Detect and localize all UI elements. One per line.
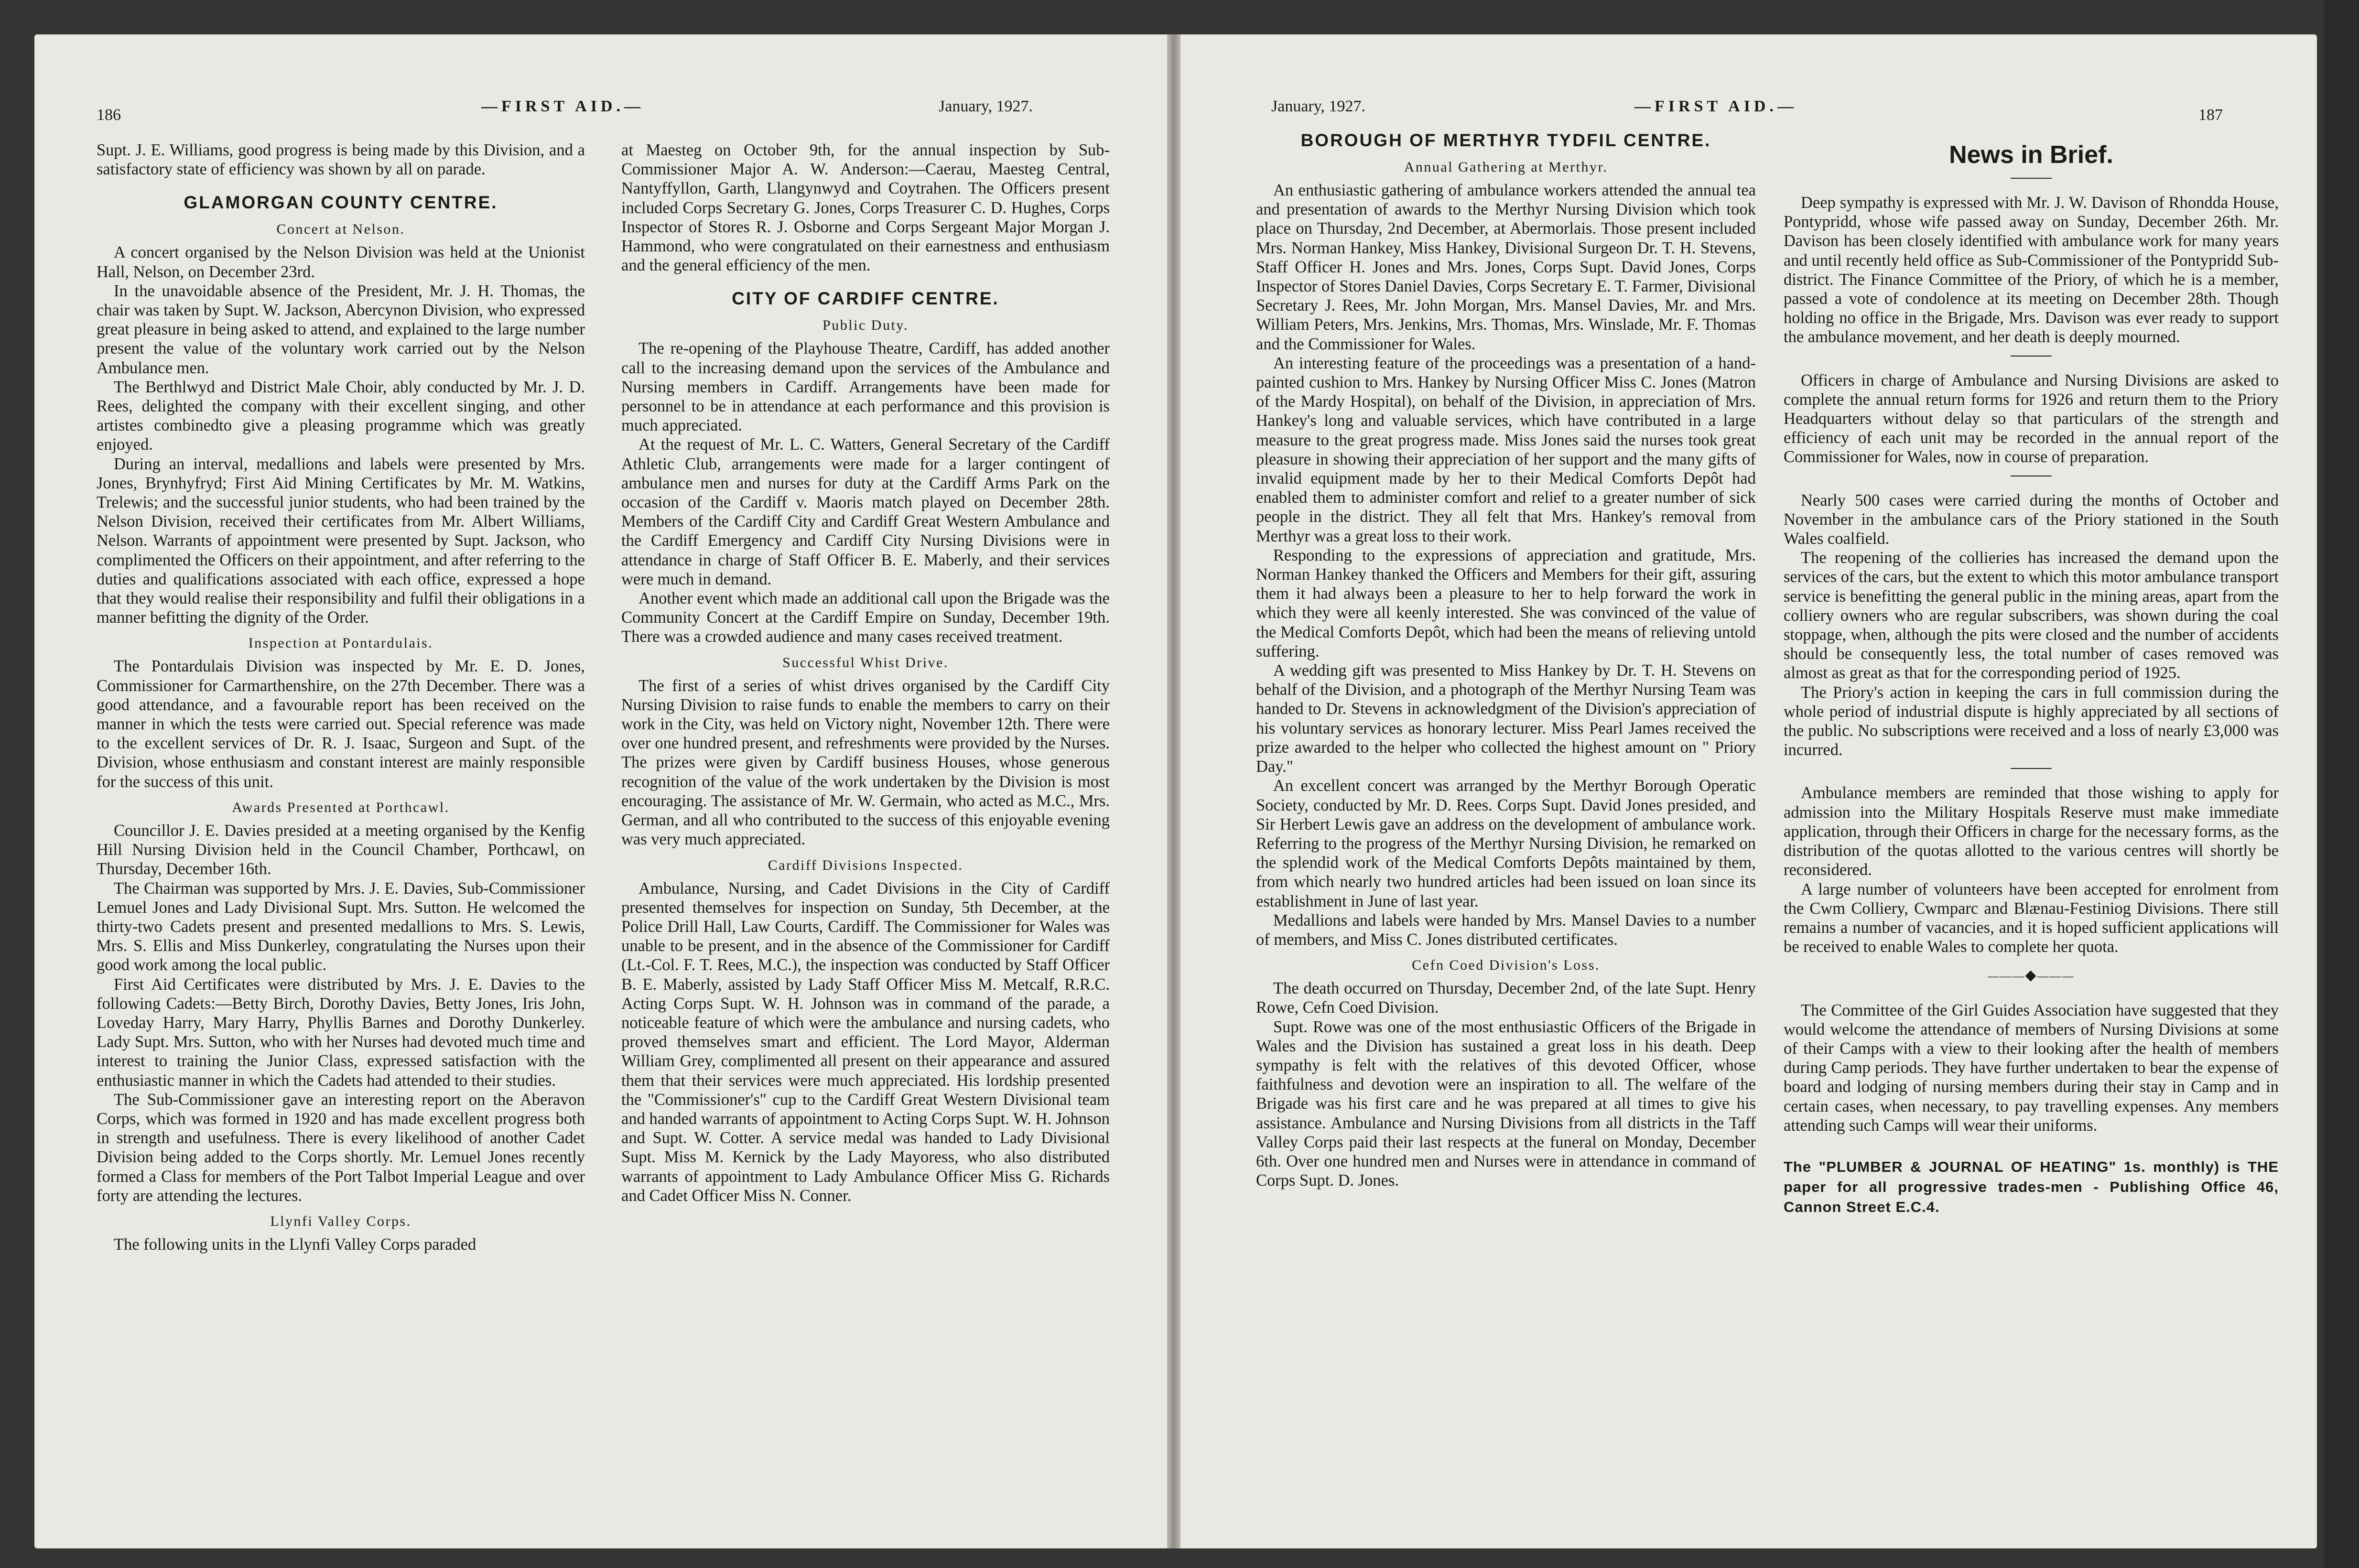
section-heading: GLAMORGAN COUNTY CENTRE. bbox=[184, 193, 498, 213]
subsection-heading: Concert at Nelson. bbox=[276, 221, 405, 238]
page-edge-strip bbox=[2324, 0, 2359, 1568]
subsection-heading: Inspection at Pontardulais. bbox=[248, 635, 433, 651]
divider bbox=[2011, 178, 2052, 179]
divider bbox=[2011, 768, 2052, 769]
paragraph: The first of a series of whist drives organised by the Cardiff City Nursing Division to raise funds to enable the members to carry on their work in the City, was held on Victory night, November 12th. There were over one hundred present, and refreshments were provided by the Nurses. The prizes were given by Cardiff business Houses, whose generous recognition of the value of the work undertaken by the Division is most encouraging. The assistance of Mr. W. Germain, who acted as M.C., Mrs. German, and all who contributed to the success of this enjoyable evening was very much appreciated. bbox=[621, 676, 1110, 849]
paragraph: An enthusiastic gathering of ambulance workers attended the annual tea and presentation of awards to the Merthyr Nursing Division which took place on Thursday, 2nd December, at Abermorlais. Those present included Mrs. Norman Hankey, Miss Hankey, Divisional Surgeon Dr. T. H. Stevens, Staff Officer H. Jones and Mrs. Jones, Corps Supt. David Jones, Corps Inspector of Stores Daniel Davies, Corps Secretary E. T. Farmer, Divisional Secretary J. Rees, Mr. John Morgan, Mrs. Mansel Davies, Mr. and Mrs. William Peters, Mrs. Jenkins, Mrs. Thomas, Mrs. Winslade, Mr. F. Thomas and the Commissioner for Wales. bbox=[1256, 181, 1756, 353]
left-issue-date: January, 1927. bbox=[939, 97, 1033, 115]
paragraph: A large number of volunteers have been accepted for enrolment from the Cwm Colliery, Cwmparc and Blænau-Festiniog Divisions. There still remains a number of vacancies, and it is hoped sufficient applications will be received to enable Wales to complete her quota. bbox=[1784, 880, 2279, 956]
subsection-heading: Llynfi Valley Corps. bbox=[270, 1213, 411, 1229]
right-column-2 bbox=[1784, 130, 2279, 1217]
right-page bbox=[1180, 34, 2317, 1548]
paragraph: The Pontardulais Division was inspected by Mr. E. D. Jones, Commissioner for Carmarthenshire, on the 27th December. There was a good attendance, and a favourable report has been received on the manner in which the tests were carried out. Special reference was made to the excellent services of Dr. R. J. Isaac, Surgeon and Supt. of the Division, whose enthusiasm and constant interest are mainly responsible for the success of this unit. bbox=[97, 657, 585, 791]
paragraph: Officers in charge of Ambulance and Nursing Divisions are asked to complete the annual return forms for 1926 and return them to the Priory Headquarters without delay so that particulars of the strength and efficiency of each unit may be recorded in the annual report of the Commissioner for Wales, now in course of preparation. bbox=[1784, 371, 2279, 466]
subsection-heading: Successful Whist Drive. bbox=[782, 654, 949, 670]
subsection-heading: Awards Presented at Porthcawl. bbox=[232, 799, 450, 815]
paragraph: Supt. Rowe was one of the most enthusiastic Officers of the Brigade in Wales and the Division has sustained a great loss in his death. Deep sympathy is felt with the relatives of this devoted Officer, whose faithfulness and devotion were an inspiration to all. The welfare of the Brigade was his first care and he was prepared at all times to give his assistance. Ambulance and Nursing Divisions from all districts in the Taff Valley Corps paid their last respects at the funeral on Monday, December 6th. Over one hundred men and Nurses were in attendance in command of Corps Supt. D. Jones. bbox=[1256, 1017, 1756, 1190]
paragraph: The following units in the Llynfi Valley Corps paraded bbox=[114, 1235, 476, 1254]
paragraph: Supt. J. E. Williams, good progress is being made by this Division, and a satisfactory state of efficiency was shown by all on parade. bbox=[97, 141, 585, 179]
paragraph: The re-opening of the Playhouse Theatre, Cardiff, has added another call to the increasing demand upon the services of the Ambulance and Nursing members in Cardiff. Arrangements have been made for personnel to be in attendance at each performance and this provision is much appreciated. bbox=[621, 339, 1110, 435]
right-page-number: 187 bbox=[2198, 106, 2223, 124]
left-column-2 bbox=[621, 141, 1110, 1205]
paragraph: The Berthlwyd and District Male Choir, ably conducted by Mr. J. D. Rees, delighted the company with their excellent singing, and other artistes combinedto give a pleasing programme which was greatly enjoyed. bbox=[97, 378, 585, 454]
paragraph: The Sub-Commissioner gave an interesting report on the Aberavon Corps, which was formed in 1920 and has made excellent progress both in strength and usefulness. There is every likelihood of another Cadet Division being added to the Corps shortly. Mr. Lemuel Jones recently formed a Class for members of the Port Talbot Imperial League and over forty are attending the lectures. bbox=[97, 1090, 585, 1205]
subsection-heading: Cefn Coed Division's Loss. bbox=[1412, 957, 1600, 973]
paragraph: Medallions and labels were handed by Mrs. Mansel Davies to a number of members, and Miss C. Jones distributed certificates. bbox=[1256, 911, 1756, 949]
paragraph: The death occurred on Thursday, December 2nd, of the late Supt. Henry Rowe, Cefn Coed Division. bbox=[1256, 979, 1756, 1017]
left-column-1 bbox=[97, 141, 585, 1254]
paragraph: Deep sympathy is expressed with Mr. J. W. Davison of Rhondda House, Pontypridd, whose wife passed away on Sunday, December 26th. Mr. Davison has been closely identified with ambulance work for many years and until recently held office as Sub-Commissioner of the Pontypridd Sub-district. The Finance Committee of the Priory, of which he is a member, passed a vote of condolence at its meeting on December 28th. Though holding no office in the Brigade, Mrs. Davison was ever ready to support the ambulance movement, and her death is deeply mourned. bbox=[1784, 194, 2279, 346]
right-column-1 bbox=[1256, 130, 1756, 1190]
news-in-brief-heading: News in Brief. bbox=[1949, 141, 2113, 169]
section-heading: CITY OF CARDIFF CENTRE. bbox=[732, 289, 999, 309]
paragraph: First Aid Certificates were distributed by Mrs. J. E. Davies to the following Cadets:—Betty Birch, Dorothy Davies, Betty Jones, Iris John, Loveday Harry, Mary Harry, Phyllis Barnes and Dorothy Dunkerley. Lady Supt. Mrs. Sutton, who with her Nurses had devoted much time and interest to training the Junior Class, expressed satisfaction with the enthusiastic manner in which the Cadets had attended to their studies. bbox=[97, 975, 585, 1090]
paragraph: Councillor J. E. Davies presided at a meeting organised by the Kenfig Hill Nursing Division held in the Council Chamber, Porthcawl, on Thursday, December 16th. bbox=[97, 821, 585, 878]
paragraph: A concert organised by the Nelson Division was held at the Unionist Hall, Nelson, on December 23rd. bbox=[97, 243, 585, 281]
advertisement: The "PLUMBER & JOURNAL OF HEATING" 1s. monthly) is THE paper for all progressive trades-men - Publishing Office 46, Cannon Street E.C.4. bbox=[1784, 1158, 2279, 1215]
paragraph: Nearly 500 cases were carried during the months of October and November in the ambulance cars of the Priory stationed in the South Wales coalfield. bbox=[1784, 491, 2279, 548]
paragraph: At the request of Mr. L. C. Watters, General Secretary of the Cardiff Athletic Club, arrangements were made for a larger contingent of ambulance men and nurses for duty at the Cardiff Arms Park on the occasion of the Cardiff v. Maoris match played on December 28th. Members of the Cardiff City and Cardiff Great Western Ambulance and the Cardiff Emergency and Cardiff City Nursing Divisions were in attendance in charge of Staff Officer B. E. Maberly, and their services were much in demand. bbox=[621, 435, 1110, 588]
paragraph: In the unavoidable absence of the President, Mr. J. H. Thomas, the chair was taken by Supt. W. Jackson, Abercynon Division, who expressed great pleasure in being asked to attend, and explained to the large number present the value of the voluntary work carried out by the Nelson Ambulance men. bbox=[97, 281, 585, 377]
right-running-title: —FIRST AID.— bbox=[1634, 97, 1797, 115]
paragraph: Ambulance, Nursing, and Cadet Divisions in the City of Cardiff presented themselves for inspection on Sunday, 5th December, at the Police Drill Hall, Law Courts, Cardiff. The Commissioner for Wales was unable to be present, and in the absence of the Commissioner for Cardiff (Lt.-Col. F. T. Rees, M.C.), the inspection was conducted by Staff Officer B. E. Maberly, assisted by Lady Staff Officer Miss M. Metcalf, R.R.C. Acting Corps Supt. W. H. Johnson was in command of the parade, a noticeable feature of which were the ambulance and nursing cadets, who proved themselves smart and efficient. The Lord Mayor, Alderman William Grey, complimented all present on their appearance and assured them that their services were much appreciated. His lordship presented the "Commissioner's" cup to the Cardiff Great Western Divisional team and handed warrants of appointment to Acting Corps Supt. W. H. Johnson and Supt. W. Cotter. A service medal was handed to Lady Divisional Supt. Miss M. Kernick by the Lady Mayoress, who also distributed warrants of appointment to Lady Ambulance Officer Miss G. Richards and Cadet Officer Miss N. Conner. bbox=[621, 879, 1110, 1205]
paragraph: An interesting feature of the proceedings was a presentation of a hand-painted cushion to Mrs. Hankey by Nursing Officer Miss C. Jones (Matron of the Mardy Hospital), on behalf of the Division, in appreciation of Mrs. Hankey's long and valuable services, which have contributed in a large measure to the great progress made. Miss Jones said the nurses took great pleasure in showing their appreciation of her support and the many gifts of invalid equipment made by her to their Medical Comforts Depôt had enabled them to administer comfort and relief to a greater number of sick people in the district. They all felt that Mrs. Hankey's removal from Merthyr was a great loss to their work. bbox=[1256, 354, 1756, 545]
paragraph: Responding to the expressions of appreciation and gratitude, Mrs. Norman Hankey thanked the Officers and Members for their gift, assuring them it had always been a pleasure to her to help forward the work in which they were all keenly interested. She was convinced of the value of the Medical Comforts Depôt, which had been the means of relieving untold suffering. bbox=[1256, 546, 1756, 660]
subsection-heading: Cardiff Divisions Inspected. bbox=[768, 857, 963, 873]
paragraph: An excellent concert was arranged by the Merthyr Borough Operatic Society, conducted by Mr. D. Rees. Corps Supt. David Jones presided, and Sir Herbert Lewis gave an address on the development of ambulance work. Referring to the progress of the Merthyr Nursing Division, he remarked on the splendid work of the Medical Comforts Depôts maintained by them, from which nearly two hundred articles had been issued on loan since its establishment in June of last year. bbox=[1256, 777, 1756, 910]
paragraph: During an interval, medallions and labels were presented by Mrs. Jones, Brynhyfryd; First Aid Mining Certificates by Mr. M. Watkins, Trelewis; and the successful junior students, who had been trained by the Nelson Division, received their certificates from Mr. Albert Williams, Nelson. Warrants of appointment were presented by Supt. Jackson, who complimented the Officers on their appointment, and after referring to the duties and qualifications associated with each office, expressed a hope that they would realise their responsibility and fulfil their obligations in a manner befitting the dignity of the Order. bbox=[97, 454, 585, 627]
left-page bbox=[34, 34, 1167, 1548]
paragraph: Ambulance members are reminded that those wishing to apply for admission into the Military Hospitals Reserve must make immediate application, through their Officers in charge for the necessary forms, as the distribution of the quotas allotted to the various centres will shortly be reconsidered. bbox=[1784, 784, 2279, 879]
right-issue-date: January, 1927. bbox=[1271, 97, 1366, 115]
left-running-title: —FIRST AID.— bbox=[481, 97, 644, 115]
paragraph: A wedding gift was presented to Miss Hankey by Dr. T. H. Stevens on behalf of the Division, and a photograph of the Merthyr Nursing Team was handed to Dr. Stevens in acknowledgment of the Division's appreciation of his voluntary services as honorary lecturer. Miss Pearl James received the prize awarded to the helper who collected the highest amount on " Priory Day." bbox=[1256, 661, 1756, 776]
paragraph: at Maesteg on October 9th, for the annual inspection by Sub-Commissioner Major A. W. Anderson:—Caerau, Maesteg Central, Nantyffyllon, Garth, Llangynwyd and Coytrahen. The Officers present included Corps Secretary G. Jones, Corps Treasurer C. D. Hughes, Corps Inspector of Stores R. J. Osborne and Corps Sergeant Major Morgan J. Hammond, who were congratulated on their earnestness and enthusiasm and the general efficiency of the men. bbox=[621, 141, 1110, 275]
paragraph: The Priory's action in keeping the cars in full commission during the whole period of industrial dispute is highly appreciated by all sections of the public. No subscriptions were received and a loss of nearly £3,000 was incurred. bbox=[1784, 683, 2279, 759]
divider bbox=[2011, 356, 2052, 357]
paragraph: The reopening of the collieries has increased the demand upon the services of the cars, but the extent to which this motor ambulance transport service is benefitting the general public in the mining areas, apart from the colliery owners who are regular subscribers, was shown during the coal stoppage, when, although the pits were closed and the number of accidents should be consequently less, the total number of cases removed was almost as great as that for the corresponding period of 1925. bbox=[1784, 549, 2279, 682]
ornament-divider: ———◆——— bbox=[1988, 967, 2075, 984]
paragraph: The Chairman was supported by Mrs. J. E. Davies, Sub-Commissioner Lemuel Jones and Lady Divisional Supt. Mrs. Sutton. He welcomed the thirty-two Cadets present and presented medallions to Mrs. S. Lewis, Mrs. S. Ellis and Miss Dunkerley, congratulating the Nurses upon their good work among the local public. bbox=[97, 879, 585, 974]
paragraph: Another event which made an additional call upon the Brigade was the Community Concert at the Cardiff Empire on Sunday, December 19th. There was a crowded audience and many cases received treatment. bbox=[621, 589, 1110, 646]
section-heading: BOROUGH OF MERTHYR TYDFIL CENTRE. bbox=[1300, 130, 1711, 150]
book-spine bbox=[1167, 34, 1180, 1548]
subsection-heading: Public Duty. bbox=[822, 317, 909, 334]
paragraph: The Committee of the Girl Guides Association have suggested that they would welcome the attendance of members of Nursing Divisions at some of their Camps with a view to their looking after the health of members during Camp periods. They have further undertaken to bear the expense of board and lodging of nursing members during their stay in Camp and in certain cases, when necessary, to pay travelling expenses. Any members attending such Camps will wear their uniforms. bbox=[1784, 1001, 2279, 1135]
left-page-number: 186 bbox=[97, 106, 121, 124]
subsection-heading: Annual Gathering at Merthyr. bbox=[1404, 159, 1608, 175]
